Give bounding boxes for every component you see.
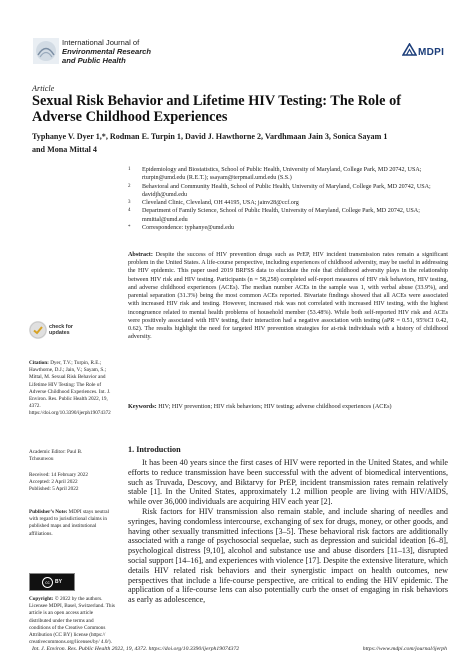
author-list [32,131,452,157]
article-type: Article [32,84,55,93]
publisher-note [29,509,115,538]
affiliation-text: Correspondence: typhanye@umd.edu [142,224,234,231]
affiliation-number: 4 [128,208,131,214]
affiliation-item [128,207,448,224]
copyright-label: Copyright: [29,596,54,602]
by-icon: BY [55,579,62,585]
publisher-note-label: Publisher’s Note: [29,509,68,515]
citation-label: Citation: [29,360,49,366]
journal-name-line1: International Journal of [62,38,140,47]
journal-name[interactable] [62,38,151,66]
journal-name-line3: and Public Health [62,56,126,66]
check-updates-line2: updates [49,330,70,337]
copyright-text: © 2022 by the authors. Licensee MDPI, Basel, Switzerland. This article is an open access article distributed under the terms and conditions of the Creative Commons Attribution (CC BY) license (https:// creativecommons.org/licenses/by/ 4.0/). [29,596,115,646]
keywords-label: Keywords: [128,404,157,410]
affiliation-text: Epidemiology and Biostatistics, School of Public Health, University of Maryland, College Park, MD 20742, USA; rturpin@umd.edu (R.E.T.); ssayam@terpmail.umd.edu (S.S.) [142,167,422,182]
affiliations [128,166,448,232]
affiliation-number: 1 [128,167,131,172]
affiliation-text: Cleveland Clinic, Cleveland, OH 44195, USA; jainv28@ccf.org [142,200,299,206]
footer-journal-url[interactable]: https://www.mdpi.com/journal/ijerph [362,646,447,652]
received-date: Received: 14 February 2022 [29,472,88,478]
cc-by-license-badge[interactable] [29,573,75,591]
editor-name: Tchounwou [29,456,54,463]
copyright-block [29,596,115,646]
abstract-text: Despite the success of HIV prevention drugs such as PrEP, HIV incident transmission rates remain a significant problem in the United States. A life-course perspective, including experiences of childhood adversity, may be useful in addressing the HIV epidemic. This paper used 2019 BRFSS data to elucidate the role that childhood adversity plays in the relationship between HIV risk and HIV testing. Participants (n = 58,258) completed self-report measures of HIV risk behaviors, HIV testing, and adverse childhood experiences (ACEs). The median number ACEs in the sample was 1, with verbal abuse (33.9%), and parental separation (31.3%) being the most common ACEs reported. Bivariate findings showed that all ACEs were associated with increased HIV risk and testing. However, increased risk was not correlated with increased HIV testing, with the highest incongruence related to mental health problems of household member (53.48%). While both self-reported HIV risk and ACEs were positively associated with HIV testing, their interaction had a negative association with testing (aPR = 0.51, 95%CI 0.42, 0.62). The results highlight the need for targeted HIV prevention strategies for at-risk individuals with a history of childhood adversity. [128,252,448,341]
affiliation-text: Department of Family Science, School of Public Health, University of Maryland, College Park, MD 20742, USA; mmittal@umd.edu [142,208,420,223]
cc-icon: cc [42,577,53,588]
editor-block [29,449,115,463]
citation-text[interactable]: Dyer, T.V.; Turpin, R.E.; Hawthorne, D.J.; Jain, V.; Sayam, S.; Mittal, M. Sexual Risk Behavior and Lifetime HIV Testing: The Role of Adverse Childhood Experiences. Int. J. Environ. Res. Public Health 2022, 19, 4372. https://doi.org/10.3390/ijerph19074372 [29,360,111,417]
journal-logo-icon [33,38,59,64]
affiliation-item [128,224,448,232]
accepted-date: Accepted: 2 April 2022 [29,479,78,486]
abstract [128,251,448,341]
introduction-body [128,458,448,605]
affiliation-item [128,183,448,200]
affiliation-number: 2 [128,183,131,189]
footer-citation[interactable]: Int. J. Environ. Res. Public Health 2022, 19, 4372. https://doi.org/10.3390/ijerph19074372 [32,646,240,652]
keywords-text: HIV; HIV prevention; HIV risk behaviors; HIV testing; adverse childhood experiences (ACEs) [158,404,392,410]
authors-line2: and Mona Mittal 4 [32,144,97,154]
journal-name-line2: Environmental Research [62,47,152,57]
check-updates-glyph-icon [29,321,47,339]
mdpi-logo-icon [402,43,417,57]
affiliation-number: 3 [128,200,131,205]
editor-label: Academic Editor: Paul B. [29,449,83,455]
affiliation-item [128,199,448,207]
page-footer [32,646,447,652]
publisher-note-text: MDPI stays neutral with regard to jurisdictional claims in published maps and institutional affiliations. [29,509,110,537]
intro-paragraph-2: Risk factors for HIV transmission also remain stable, and include sharing of needles and syringes, having condomless intercourse, exchanging of sex for drugs, money, or other goods, and having other sexually transmitted infections [3–5]. These behavioral risk factors are additionally associated with a range of psychosocial sequelae, such as depression and suicidal ideation [6–8], psychological distress [9,10], alcohol and substance use and abuse disorders [11–13], disrupted social support [14–16], and experiences with violence [17]. Despite the extensive literature, which details HIV related risk behaviors and their synergistic impact on health outcomes, new perspectives that include a life-course perspective, are critical to ending the HIV epidemic. The application of a life-course lens can also potentially curb the onset of engaging in risk behaviors as early as adolescence, [128,506,448,605]
keywords [128,403,448,411]
affiliation-text: Behavioral and Community Health, School of Public Health, University of Maryland, College Park, MD 20742, USA; davidjh@umd.edu [142,183,431,198]
section-heading-introduction: 1. Introduction [128,445,181,454]
authors-line1 [32,131,452,144]
abstract-label: Abstract: [128,252,153,258]
published-date: Published: 5 April 2022 [29,486,79,493]
dates-block [29,472,115,494]
affiliation-item [128,166,448,183]
check-updates-button[interactable] [49,324,73,336]
paper-title: Sexual Risk Behavior and Lifetime HIV Testing: The Role of Adverse Childhood Experiences [32,93,401,126]
citation-block [29,360,115,418]
publisher-name[interactable]: MDPI [418,47,445,58]
intro-paragraph-1: It has been 40 years since the first cases of HIV were reported in the United States, and while efforts to reduce transmission have been successful with the advent of biomedical interventions, such as Truvada, Descovy, and Biktarvy for PrEP, incident transmission rates remain relatively stable [1]. In the United States, approximately 1.2 million people are living with HIV/AIDS, while over 36,000 individuals are acquiring HIV each year [2]. [128,458,448,507]
check-updates-icon[interactable] [29,321,47,339]
check-updates-line1: check for [49,324,73,330]
authors-line1-text: Typhanye V. Dyer 1,*, Rodman E. Turpin 1, David J. Hawthorne 2, Vardhmaan Jain 3, Sonica Sayam 1 [32,132,388,141]
affiliation-number: * [128,224,131,230]
